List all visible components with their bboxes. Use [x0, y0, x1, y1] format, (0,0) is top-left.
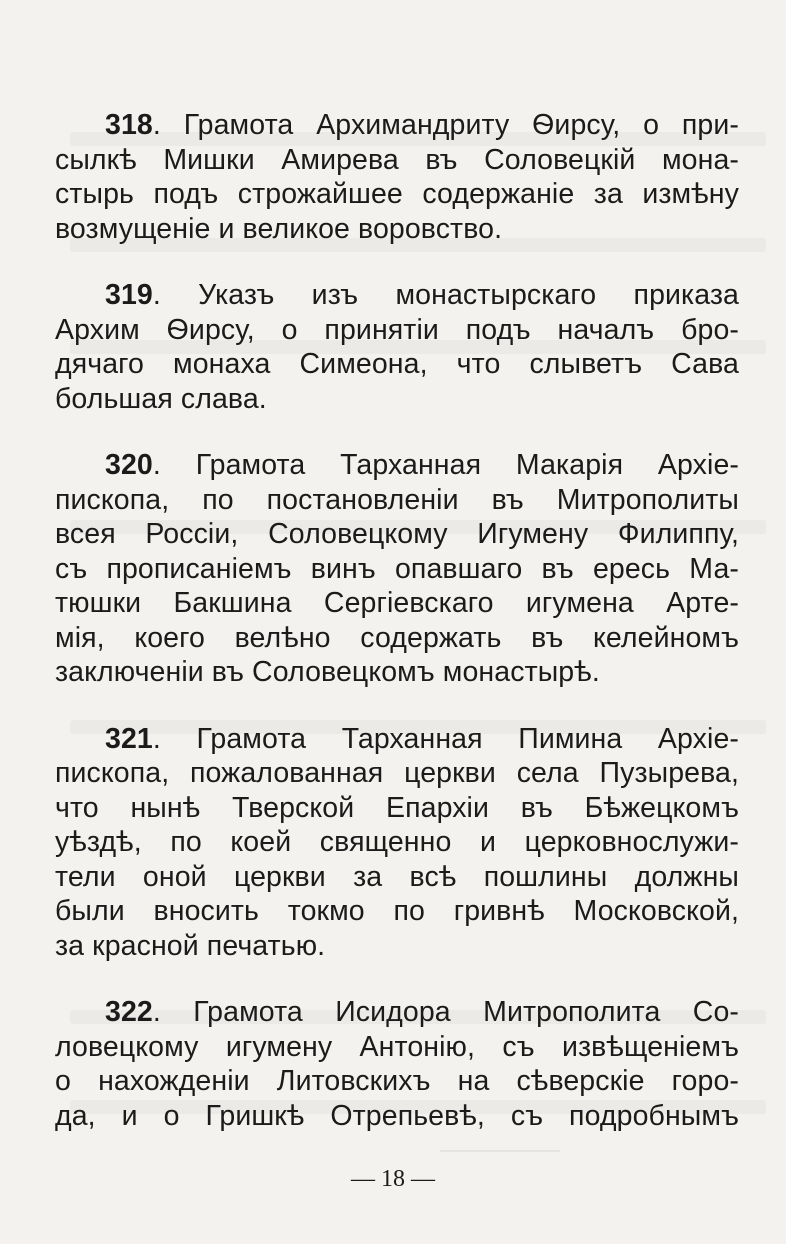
entry-line: съ прописаніемъ винъ опавшаго въ ересь Ма- [55, 552, 739, 585]
entry-line: пископа, по постановленіи въ Митрополиты [55, 483, 739, 516]
entry-number: 320 [105, 449, 153, 481]
entry-line: 322. Грамота Исидора Митрополита Со- [105, 996, 739, 1028]
entry-line: 319. Указъ изъ монастырскаго приказа [105, 279, 739, 311]
page-text [55, 108, 739, 1165]
entry-320 [55, 448, 739, 690]
page-number: — 18 — [351, 1166, 435, 1192]
entry-number: 319 [105, 279, 153, 311]
entry-line: тюшки Бакшина Сергіевскаго игумена Арте- [55, 587, 739, 619]
entry-number: 318 [105, 109, 153, 141]
entry-line: 320. Грамота Тарханная Макарія Архіе- [105, 449, 739, 481]
entry-line: всея Россіи, Соловецкому Игумену Филиппу, [55, 518, 739, 550]
entry-line: ловецкому игумену Антонію, съ извѣщеніемъ [55, 1030, 739, 1063]
entry-line: 318. Грамота Архимандриту Ѳирсу, о при- [105, 109, 739, 141]
entry-line: возмущеніе и великое воровство. [55, 212, 503, 245]
entry-line: да, и о Гришкѣ Отрепьевѣ, съ подробнымъ [55, 1099, 739, 1132]
entry-line: были вносить токмо по гривнѣ Московской, [55, 895, 739, 927]
entry-line: заключеніи въ Соловецкомъ монастырѣ. [55, 656, 600, 688]
entry-line: пископа, пожалованная церкви села Пузырева, [55, 757, 739, 789]
entry-line: мія, коего велѣно содержать въ келейномъ [55, 621, 739, 654]
entry-line: уѣздѣ, по коей священно и церковнослужи- [55, 826, 739, 858]
entry-line: дячаго монаха Симеона, что слыветъ Сава [55, 348, 739, 380]
entry-line: сылкѣ Мишки Амирева въ Соловецкій мона- [55, 143, 739, 176]
entry-319 [55, 278, 739, 416]
entry-322 [55, 995, 739, 1133]
entry-321 [55, 722, 739, 964]
entry-line: тели оной церкви за всѣ пошлины должны [55, 860, 739, 893]
entry-line: за красной печатью. [55, 929, 326, 962]
entry-line: о нахожденіи Литовскихъ на сѣверскіе горо- [55, 1065, 739, 1097]
entry-line: Архим Ѳирсу, о принятіи подъ началъ бро- [55, 313, 739, 346]
entry-line: что нынѣ Тверской Епархіи въ Бѣжецкомъ [55, 791, 739, 824]
entry-318 [55, 108, 739, 246]
entry-line: стырь подъ строжайшее содержаніе за измѣну [55, 178, 739, 210]
entry-number: 322 [105, 996, 153, 1028]
entry-line: 321. Грамота Тарханная Пимина Архіе- [105, 722, 739, 755]
entry-line: большая слава. [55, 382, 267, 415]
entry-number: 321 [105, 722, 153, 755]
